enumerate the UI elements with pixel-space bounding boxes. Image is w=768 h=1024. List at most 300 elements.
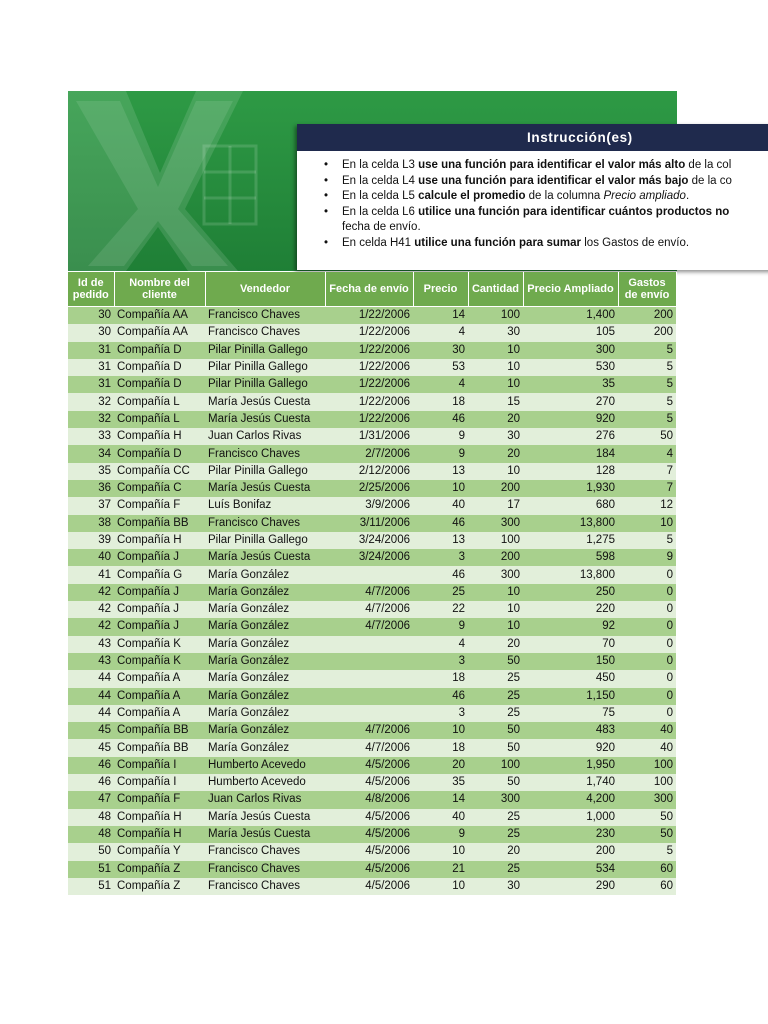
table-cell[interactable]: 3/11/2006 (325, 515, 413, 532)
table-cell[interactable]: 31 (68, 359, 114, 376)
bullet-icon: • (324, 236, 329, 249)
table-cell[interactable]: 44 (68, 705, 114, 722)
column-header: Gastos de envío (618, 272, 676, 307)
table-cell[interactable] (325, 653, 413, 670)
table-cell[interactable]: Compañía Z (114, 878, 205, 895)
table-cell[interactable]: 920 (523, 739, 618, 756)
table-cell[interactable]: 20 (413, 757, 468, 774)
table-cell[interactable]: 4/7/2006 (325, 618, 413, 635)
table-cell[interactable]: Juan Carlos Rivas (205, 791, 325, 808)
table-cell[interactable]: 200 (523, 843, 618, 860)
table-cell[interactable]: 30 (468, 878, 523, 895)
table-cell[interactable]: 18 (413, 393, 468, 410)
table-cell[interactable]: 30 (413, 342, 468, 359)
table-cell[interactable]: María Jesús Cuesta (205, 480, 325, 497)
table-cell[interactable]: 20 (468, 843, 523, 860)
table-cell[interactable]: 2/12/2006 (325, 463, 413, 480)
table-cell[interactable]: 12 (618, 497, 676, 514)
table-cell[interactable]: 18 (413, 739, 468, 756)
table-cell[interactable]: 34 (68, 445, 114, 462)
table-cell[interactable]: 4/5/2006 (325, 878, 413, 895)
table-cell[interactable]: Pilar Pinilla Gallego (205, 342, 325, 359)
table-cell[interactable]: María González (205, 705, 325, 722)
table-cell[interactable]: 4,200 (523, 791, 618, 808)
table-cell[interactable]: María Jesús Cuesta (205, 393, 325, 410)
table-cell[interactable]: 4 (618, 445, 676, 462)
table-cell[interactable]: 13 (413, 532, 468, 549)
table-cell[interactable]: 150 (523, 653, 618, 670)
table-cell[interactable]: María Jesús Cuesta (205, 411, 325, 428)
table-cell[interactable]: 10 (413, 480, 468, 497)
table-cell[interactable]: María Jesús Cuesta (205, 549, 325, 566)
table-cell[interactable]: Compañía D (114, 342, 205, 359)
table-cell[interactable]: 44 (68, 688, 114, 705)
table-cell[interactable]: 1,275 (523, 532, 618, 549)
table-cell[interactable]: 44 (68, 670, 114, 687)
table-cell[interactable]: Compañía AA (114, 324, 205, 341)
table-cell[interactable]: Compañía F (114, 791, 205, 808)
table-cell[interactable]: Francisco Chaves (205, 861, 325, 878)
instruction-bold: utilice una función para identificar cuántos productos no (418, 205, 730, 218)
table-cell[interactable]: 50 (618, 826, 676, 843)
table-cell[interactable]: 4/5/2006 (325, 774, 413, 791)
instruction-pre: En celda H41 (342, 236, 415, 249)
table-cell[interactable]: Compañía I (114, 757, 205, 774)
table-cell[interactable]: 4/5/2006 (325, 757, 413, 774)
table-cell[interactable]: María González (205, 688, 325, 705)
table-cell[interactable]: 35 (523, 376, 618, 393)
table-cell[interactable]: María González (205, 566, 325, 583)
table-cell[interactable]: 22 (413, 601, 468, 618)
table-cell[interactable]: 4/5/2006 (325, 861, 413, 878)
table-cell[interactable]: 450 (523, 670, 618, 687)
table-cell[interactable]: 10 (468, 601, 523, 618)
table-cell[interactable]: 36 (68, 480, 114, 497)
table-row (68, 566, 676, 583)
table-cell[interactable]: Compañía BB (114, 515, 205, 532)
table-cell[interactable]: 300 (468, 566, 523, 583)
table-cell[interactable]: Humberto Acevedo (205, 757, 325, 774)
table-cell[interactable]: Compañía Y (114, 843, 205, 860)
table-cell[interactable]: 0 (618, 618, 676, 635)
instruction-post2: . (685, 190, 690, 203)
table-cell[interactable] (325, 566, 413, 583)
table-cell[interactable]: 25 (468, 688, 523, 705)
table-cell[interactable]: Compañía C (114, 480, 205, 497)
table-cell[interactable]: 75 (523, 705, 618, 722)
table-cell[interactable]: 18 (413, 670, 468, 687)
instructions-list (297, 151, 768, 252)
table-cell[interactable]: 3 (413, 549, 468, 566)
table-cell[interactable]: 50 (468, 722, 523, 739)
table-cell[interactable]: María González (205, 618, 325, 635)
table-cell[interactable]: 50 (618, 809, 676, 826)
table-cell[interactable]: 10 (468, 618, 523, 635)
table-cell[interactable]: 50 (468, 774, 523, 791)
table-cell[interactable]: Compañía Z (114, 861, 205, 878)
table-cell[interactable]: 4/7/2006 (325, 601, 413, 618)
table-cell[interactable]: 1/22/2006 (325, 359, 413, 376)
table-cell[interactable]: 42 (68, 618, 114, 635)
table-cell[interactable]: 1,930 (523, 480, 618, 497)
table-cell[interactable]: Compañía J (114, 584, 205, 601)
table-cell[interactable]: 40 (413, 809, 468, 826)
table-cell[interactable]: 300 (523, 342, 618, 359)
table-cell[interactable]: 1/31/2006 (325, 428, 413, 445)
table-cell[interactable]: 10 (468, 359, 523, 376)
table-row (68, 497, 676, 514)
table-cell[interactable]: 5 (618, 376, 676, 393)
table-cell[interactable]: 200 (468, 549, 523, 566)
table-cell[interactable]: 3 (413, 653, 468, 670)
table-cell[interactable]: Luís Bonifaz (205, 497, 325, 514)
table-cell[interactable]: 276 (523, 428, 618, 445)
table-cell[interactable]: 40 (68, 549, 114, 566)
table-cell[interactable]: Francisco Chaves (205, 307, 325, 325)
table-cell[interactable]: 4 (413, 376, 468, 393)
table-cell[interactable]: 1/22/2006 (325, 324, 413, 341)
table-cell[interactable]: Francisco Chaves (205, 843, 325, 860)
table-cell[interactable]: Compañía D (114, 359, 205, 376)
instructions-panel (297, 124, 768, 270)
table-cell[interactable]: Francisco Chaves (205, 515, 325, 532)
table-cell[interactable]: Compañía F (114, 497, 205, 514)
table-cell[interactable]: 5 (618, 393, 676, 410)
table-cell[interactable]: 15 (468, 393, 523, 410)
table-cell[interactable]: Compañía A (114, 688, 205, 705)
table-cell[interactable] (325, 636, 413, 653)
table-cell[interactable]: 128 (523, 463, 618, 480)
table-cell[interactable]: 30 (68, 324, 114, 341)
table-cell[interactable]: 7 (618, 463, 676, 480)
table-cell[interactable]: María González (205, 601, 325, 618)
table-cell[interactable]: 3/24/2006 (325, 549, 413, 566)
table-cell[interactable]: Compañía H (114, 809, 205, 826)
bullet-icon: • (324, 159, 329, 171)
table-cell[interactable]: 25 (468, 670, 523, 687)
table-cell[interactable]: 5 (618, 532, 676, 549)
table-cell[interactable]: 1,740 (523, 774, 618, 791)
table-cell[interactable]: Compañía L (114, 411, 205, 428)
table-cell[interactable]: 220 (523, 601, 618, 618)
table-cell[interactable]: Francisco Chaves (205, 878, 325, 895)
table-cell[interactable]: 45 (68, 739, 114, 756)
table-cell[interactable]: 0 (618, 584, 676, 601)
table-cell[interactable]: 300 (468, 791, 523, 808)
table-cell[interactable]: 46 (413, 515, 468, 532)
table-cell[interactable]: 10 (468, 342, 523, 359)
table-cell[interactable]: 25 (468, 826, 523, 843)
table-cell[interactable]: Compañía I (114, 774, 205, 791)
table-cell[interactable]: 680 (523, 497, 618, 514)
table-cell[interactable]: 4 (413, 636, 468, 653)
table-cell[interactable]: Compañía H (114, 826, 205, 843)
table-cell[interactable]: 920 (523, 411, 618, 428)
table-cell[interactable]: 1,150 (523, 688, 618, 705)
table-cell[interactable]: 20 (468, 411, 523, 428)
table-cell[interactable]: 1/22/2006 (325, 376, 413, 393)
table-cell[interactable]: 1/22/2006 (325, 307, 413, 325)
table-cell[interactable]: 50 (68, 843, 114, 860)
table-row (68, 809, 676, 826)
table-cell[interactable]: 1,950 (523, 757, 618, 774)
table-cell[interactable]: 41 (68, 566, 114, 583)
column-header: Id de pedido (68, 272, 114, 307)
instruction-pre: En la celda L6 (342, 205, 419, 218)
table-cell[interactable]: Compañía H (114, 532, 205, 549)
table-cell[interactable]: Pilar Pinilla Gallego (205, 463, 325, 480)
table-cell[interactable]: 0 (618, 601, 676, 618)
table-cell[interactable]: 100 (618, 774, 676, 791)
table-cell[interactable]: 43 (68, 636, 114, 653)
table-cell[interactable]: 100 (468, 757, 523, 774)
table-cell[interactable]: 50 (468, 653, 523, 670)
table-cell[interactable]: 17 (468, 497, 523, 514)
table-cell[interactable]: 46 (68, 757, 114, 774)
table-cell[interactable]: 5 (618, 843, 676, 860)
table-cell[interactable]: 1/22/2006 (325, 393, 413, 410)
table-cell[interactable]: 21 (413, 861, 468, 878)
table-cell[interactable]: Compañía AA (114, 307, 205, 325)
table-cell[interactable]: 51 (68, 861, 114, 878)
table-cell[interactable]: 13 (413, 463, 468, 480)
table-cell[interactable]: 20 (468, 636, 523, 653)
table-cell[interactable]: 105 (523, 324, 618, 341)
table-cell[interactable]: 25 (468, 809, 523, 826)
table-cell[interactable]: 10 (468, 584, 523, 601)
table-cell[interactable]: 1,000 (523, 809, 618, 826)
table-cell[interactable]: 4/5/2006 (325, 843, 413, 860)
table-cell[interactable]: 45 (68, 722, 114, 739)
table-cell[interactable]: 230 (523, 826, 618, 843)
table-cell[interactable]: 4/5/2006 (325, 826, 413, 843)
table-cell[interactable]: 10 (413, 843, 468, 860)
table-cell[interactable]: 9 (413, 826, 468, 843)
table-cell[interactable]: Compañía D (114, 445, 205, 462)
table-row (68, 515, 676, 532)
table-cell[interactable]: Compañía BB (114, 722, 205, 739)
table-cell[interactable]: 92 (523, 618, 618, 635)
table-cell[interactable]: 270 (523, 393, 618, 410)
table-cell[interactable]: 200 (618, 307, 676, 325)
table-cell[interactable]: Compañía A (114, 670, 205, 687)
table-cell[interactable]: 46 (413, 411, 468, 428)
table-cell[interactable] (325, 705, 413, 722)
table-cell[interactable]: Compañía L (114, 393, 205, 410)
table-cell[interactable]: 46 (413, 688, 468, 705)
table-cell[interactable]: 5 (618, 411, 676, 428)
table-cell[interactable]: 40 (413, 497, 468, 514)
instruction-item (297, 205, 768, 236)
table-cell[interactable]: 70 (523, 636, 618, 653)
table-cell[interactable]: 7 (618, 480, 676, 497)
table-cell[interactable]: 32 (68, 411, 114, 428)
instruction-post: de la col (685, 159, 732, 171)
table-cell[interactable]: 1/22/2006 (325, 342, 413, 359)
table-cell[interactable]: 4/7/2006 (325, 722, 413, 739)
table-cell[interactable]: 184 (523, 445, 618, 462)
table-cell[interactable]: 9 (413, 445, 468, 462)
table-cell[interactable]: 10 (618, 515, 676, 532)
table-cell[interactable]: 0 (618, 670, 676, 687)
table-cell[interactable]: 3/9/2006 (325, 497, 413, 514)
table-cell[interactable]: 37 (68, 497, 114, 514)
table-row (68, 480, 676, 497)
table-cell[interactable]: 5 (618, 342, 676, 359)
table-cell[interactable]: 46 (68, 774, 114, 791)
table-cell[interactable]: 4/5/2006 (325, 809, 413, 826)
table-cell[interactable]: 0 (618, 636, 676, 653)
table-cell[interactable]: 25 (468, 861, 523, 878)
table-cell[interactable]: 51 (68, 878, 114, 895)
instruction-bold: calcule el promedio (418, 190, 526, 203)
table-cell[interactable]: 534 (523, 861, 618, 878)
table-cell[interactable]: Francisco Chaves (205, 324, 325, 341)
table-cell[interactable]: 1/22/2006 (325, 411, 413, 428)
table-cell[interactable]: 290 (523, 878, 618, 895)
table-cell[interactable]: 40 (618, 739, 676, 756)
table-cell[interactable]: Compañía A (114, 705, 205, 722)
table-cell[interactable]: Compañía J (114, 618, 205, 635)
column-header: Precio Ampliado (523, 272, 618, 307)
table-cell[interactable]: María González (205, 739, 325, 756)
table-cell[interactable]: 598 (523, 549, 618, 566)
table-cell[interactable]: Pilar Pinilla Gallego (205, 359, 325, 376)
table-cell[interactable]: María González (205, 584, 325, 601)
table-cell[interactable]: 42 (68, 584, 114, 601)
table-cell[interactable]: 46 (413, 566, 468, 583)
table-cell[interactable]: María González (205, 653, 325, 670)
table-cell[interactable]: María González (205, 636, 325, 653)
table-cell[interactable]: Compañía J (114, 601, 205, 618)
table-cell[interactable]: Compañía G (114, 566, 205, 583)
table-cell[interactable]: 0 (618, 688, 676, 705)
table-cell[interactable]: María González (205, 670, 325, 687)
table-cell[interactable]: 13,800 (523, 515, 618, 532)
table-cell[interactable]: Compañía CC (114, 463, 205, 480)
table-cell[interactable]: 20 (468, 445, 523, 462)
table-cell[interactable]: 4/8/2006 (325, 791, 413, 808)
table-cell[interactable]: 1,400 (523, 307, 618, 325)
table-cell[interactable]: 100 (618, 757, 676, 774)
table-cell[interactable]: 200 (618, 324, 676, 341)
table-cell[interactable]: 31 (68, 342, 114, 359)
table-cell[interactable]: 2/7/2006 (325, 445, 413, 462)
table-cell[interactable]: 30 (468, 324, 523, 341)
table-cell[interactable]: 250 (523, 584, 618, 601)
table-cell[interactable]: 4 (413, 324, 468, 341)
table-cell[interactable]: Juan Carlos Rivas (205, 428, 325, 445)
table-cell[interactable]: 40 (618, 722, 676, 739)
table-cell[interactable]: Francisco Chaves (205, 445, 325, 462)
table-cell[interactable]: 9 (413, 618, 468, 635)
table-cell[interactable]: 9 (618, 549, 676, 566)
table-cell[interactable]: 32 (68, 393, 114, 410)
table-cell[interactable] (325, 670, 413, 687)
table-cell[interactable]: 4/7/2006 (325, 739, 413, 756)
table-cell[interactable]: María Jesús Cuesta (205, 826, 325, 843)
table-cell[interactable]: 48 (68, 826, 114, 843)
table-row (68, 463, 676, 480)
table-cell[interactable]: Compañía K (114, 653, 205, 670)
table-cell[interactable]: 10 (468, 376, 523, 393)
table-cell[interactable]: 14 (413, 791, 468, 808)
table-cell[interactable]: Compañía D (114, 376, 205, 393)
table-row (68, 826, 676, 843)
table-cell[interactable]: 50 (468, 739, 523, 756)
table-cell[interactable]: 3/24/2006 (325, 532, 413, 549)
table-cell[interactable]: 300 (468, 515, 523, 532)
table-cell[interactable]: María González (205, 722, 325, 739)
table-cell[interactable]: 48 (68, 809, 114, 826)
table-cell[interactable]: 10 (413, 878, 468, 895)
table-cell[interactable]: 39 (68, 532, 114, 549)
table-cell[interactable]: 10 (413, 722, 468, 739)
table-cell[interactable]: 9 (413, 428, 468, 445)
table-cell[interactable]: 0 (618, 566, 676, 583)
table-cell[interactable]: 3 (413, 705, 468, 722)
table-cell[interactable]: 14 (413, 307, 468, 325)
table-row (68, 861, 676, 878)
table-cell[interactable]: 60 (618, 878, 676, 895)
table-cell[interactable]: 483 (523, 722, 618, 739)
table-cell[interactable]: 100 (468, 532, 523, 549)
table-cell[interactable]: 0 (618, 653, 676, 670)
table-cell[interactable]: 53 (413, 359, 468, 376)
table-cell[interactable]: Compañía K (114, 636, 205, 653)
table-cell[interactable]: 25 (413, 584, 468, 601)
column-header: Precio (413, 272, 468, 307)
table-cell[interactable]: 4/7/2006 (325, 584, 413, 601)
table-cell[interactable]: 530 (523, 359, 618, 376)
table-cell[interactable]: 30 (68, 307, 114, 325)
instruction-bold: utilice una función para sumar (414, 236, 582, 249)
table-cell[interactable]: 31 (68, 376, 114, 393)
table-cell[interactable]: 47 (68, 791, 114, 808)
table-cell[interactable]: 200 (468, 480, 523, 497)
table-cell[interactable]: 60 (618, 861, 676, 878)
table-cell[interactable]: Compañía J (114, 549, 205, 566)
table-cell[interactable]: Compañía H (114, 428, 205, 445)
table-cell[interactable]: Humberto Acevedo (205, 774, 325, 791)
table-row (68, 393, 676, 410)
table-cell[interactable]: 10 (468, 463, 523, 480)
table-cell[interactable]: 50 (618, 428, 676, 445)
table-cell[interactable]: 42 (68, 601, 114, 618)
column-header: Cantidad (468, 272, 523, 307)
table-cell[interactable]: María Jesús Cuesta (205, 809, 325, 826)
table-cell[interactable]: 100 (468, 307, 523, 325)
table-cell[interactable]: 30 (468, 428, 523, 445)
table-cell[interactable]: 38 (68, 515, 114, 532)
table-row (68, 411, 676, 428)
instruction-item (297, 158, 768, 174)
table-cell[interactable] (325, 688, 413, 705)
table-cell[interactable]: 33 (68, 428, 114, 445)
table-cell[interactable]: 13,800 (523, 566, 618, 583)
table-cell[interactable]: Compañía BB (114, 739, 205, 756)
table-cell[interactable]: 43 (68, 653, 114, 670)
table-cell[interactable]: 300 (618, 791, 676, 808)
table-cell[interactable]: 5 (618, 359, 676, 376)
table-cell[interactable]: 25 (468, 705, 523, 722)
table-cell[interactable]: Pilar Pinilla Gallego (205, 376, 325, 393)
table-cell[interactable]: 2/25/2006 (325, 480, 413, 497)
table-cell[interactable]: 0 (618, 705, 676, 722)
table-cell[interactable]: 35 (68, 463, 114, 480)
table-cell[interactable]: 35 (413, 774, 468, 791)
table-cell[interactable]: Pilar Pinilla Gallego (205, 532, 325, 549)
